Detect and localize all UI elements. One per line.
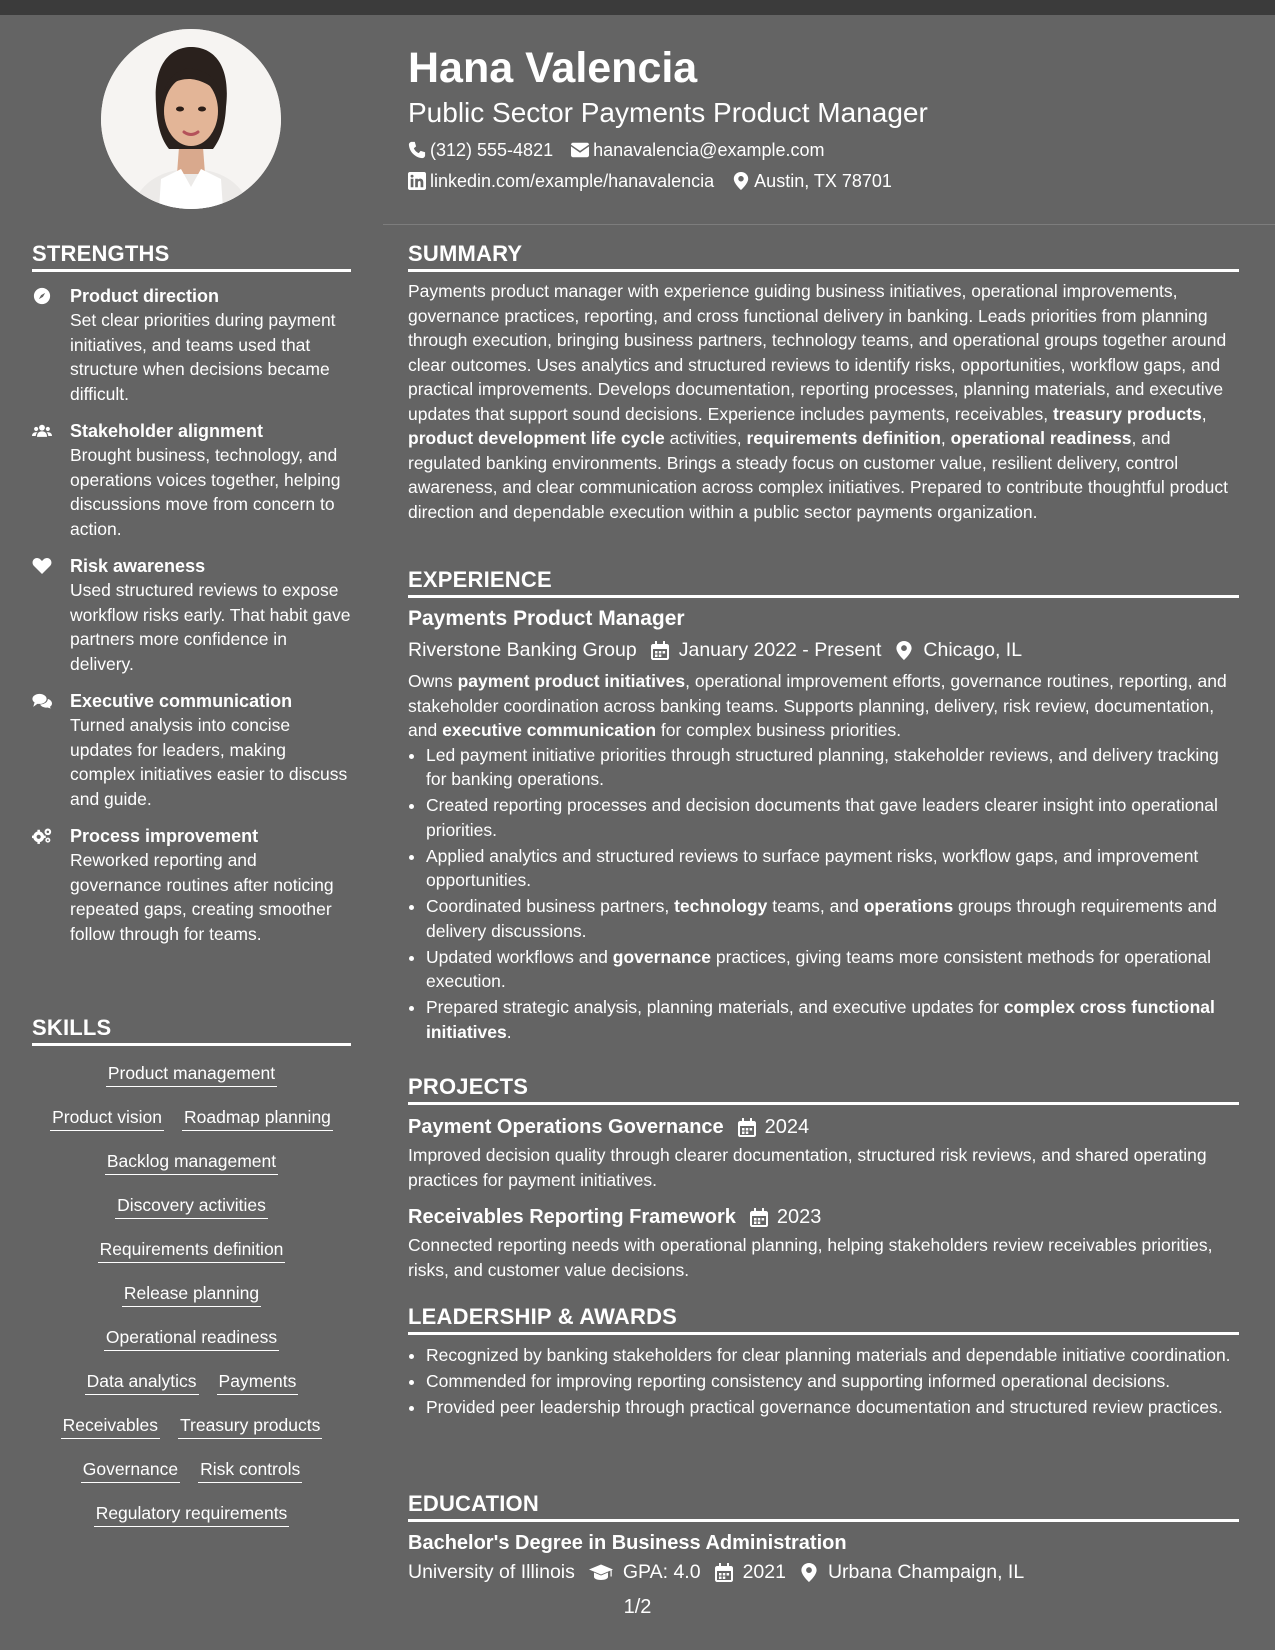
summary-text: Payments product manager with experience guiding business initiatives, operational improvements, governance practices, reporting, and cross functional delivery in banking. Leads priorities from planning through execution, bringing business partners, technology teams, and operational groups together around clear outcomes. Uses analytics and structured reviews to identify risks, opportunities, workflow gaps, and practical improvements. Develops documentation, reporting processes, planning materials, and executive updates that support sound decisions. Experience includes payments, receivables, treasury products, product development life cycle activities, requirements definition, operational readiness, and regulated banking environments. Brings a steady focus on customer value, resilient delivery, control awareness, and clear communication across complex initiatives. Prepared to contribute thoughtful product direction and dependable execution within a public sector payments organization. [408, 281, 1229, 522]
skill-tag: Data analytics [85, 1370, 199, 1395]
skill-tag: Treasury products [178, 1414, 322, 1439]
list-item: • Led payment initiative priorities through structured planning, stakeholder reviews, and delivery tracking for banking operations. [426, 743, 1239, 792]
phone-contact[interactable] [408, 139, 553, 161]
skill-tag: Receivables [61, 1414, 160, 1439]
skill-row [32, 1106, 351, 1131]
email-text: hanavalencia@example.com [593, 140, 825, 160]
users-icon [32, 419, 56, 541]
compass-icon [32, 284, 56, 406]
email-contact[interactable] [571, 139, 824, 161]
graduation-cap-icon [589, 1563, 613, 1582]
linkedin-contact[interactable] [408, 170, 714, 192]
leadership-section [408, 1304, 1239, 1421]
list-item: • Applied analytics and structured reviews to surface payment risks, workflow gaps, and improvement opportunities. [426, 844, 1239, 893]
skill-tag: Backlog management [105, 1150, 278, 1175]
list-item: • Recognized by banking stakeholders for clear planning materials and dependable initiative coordination. [426, 1343, 1239, 1368]
project-year: 2023 [776, 1206, 822, 1228]
phone-text: (312) 555-4821 [430, 140, 554, 160]
strength-title: Stakeholder alignment [70, 421, 264, 441]
list-item: • Updated workflows and governance practices, giving teams more consistent methods for operational execution. [426, 945, 1239, 994]
job-title: Payments Product Manager [408, 607, 685, 630]
skill-row [32, 1458, 351, 1483]
skill-row [32, 1150, 351, 1175]
skill-tag: Discovery activities [115, 1194, 268, 1219]
strength-item [32, 689, 351, 811]
project-desc: Connected reporting needs with operational planning, helping stakeholders review receivables priorities, risks, and customer value decisions. [408, 1235, 1213, 1280]
header-divider [383, 224, 1275, 225]
skill-row [32, 1194, 351, 1219]
map-pin-icon [732, 172, 750, 190]
project-desc: Improved decision quality through clearer documentation, structured risk reviews, and shared operating practices for payment initiatives. [408, 1145, 1207, 1190]
location-text: Austin, TX 78701 [754, 171, 892, 191]
list-item: • Prepared strategic analysis, planning materials, and executive updates for complex cross functional initiatives. [426, 995, 1239, 1044]
projects-heading: PROJECTS [408, 1074, 1239, 1105]
page-number: 1/2 [623, 1596, 652, 1618]
candidate-title: Public Sector Payments Product Manager [408, 97, 928, 128]
heart-icon [32, 554, 56, 676]
leadership-heading: LEADERSHIP & AWARDS [408, 1304, 1239, 1335]
job-dates: January 2022 - Present [651, 637, 882, 663]
project-header [408, 1114, 1239, 1140]
top-bar [0, 0, 1275, 15]
summary-section [408, 241, 1239, 524]
list-item: • Provided peer leadership through practical governance documentation and structured review practices. [426, 1395, 1239, 1420]
contact-row-2 [408, 170, 1238, 192]
job-meta [408, 637, 1239, 663]
skill-row [32, 1502, 351, 1527]
list-item: • Coordinated business partners, technology teams, and operations groups through requirements and delivery discussions. [426, 894, 1239, 943]
strengths-heading: STRENGTHS [32, 241, 351, 272]
linkedin-icon [408, 172, 426, 190]
projects-section [408, 1074, 1239, 1282]
profile-photo [101, 29, 281, 209]
job-bullets [408, 743, 1239, 1045]
strength-item [32, 419, 351, 541]
skill-tag: Operational readiness [104, 1326, 279, 1351]
candidate-name: Hana Valencia [408, 44, 698, 92]
education-meta [408, 1559, 1239, 1585]
phone-icon [408, 141, 426, 159]
skill-tag: Regulatory requirements [94, 1502, 290, 1527]
job-intro: Owns payment product initiatives, operational improvement efforts, governance routines, reporting, and stakeholder coordination across banking teams. Supports planning, delivery, risk review, documentation, and executive communication for complex business priorities. [408, 671, 1227, 740]
skill-row [32, 1282, 351, 1307]
list-item: • Created reporting processes and decision documents that gave leaders clearer insight into operational priorities. [426, 793, 1239, 842]
skills-heading: SKILLS [32, 1015, 351, 1046]
strength-title: Executive communication [70, 691, 293, 711]
strength-desc: Set clear priorities during payment initiatives, and teams used that structure when decisions became difficult. [70, 310, 336, 404]
linkedin-text: linkedin.com/example/hanavalencia [430, 171, 715, 191]
company-name: Riverstone Banking Group [408, 639, 637, 661]
skill-tag: Risk controls [198, 1458, 302, 1483]
strength-title: Risk awareness [70, 556, 206, 576]
graduation-year: 2021 [715, 1559, 786, 1585]
comments-icon [32, 689, 56, 811]
experience-section [408, 567, 1239, 1046]
resume-header [408, 42, 1238, 192]
calendar-icon [750, 1208, 768, 1227]
map-pin-icon [895, 641, 913, 660]
leadership-list [408, 1343, 1239, 1420]
project-header [408, 1204, 1239, 1230]
location-contact [732, 170, 892, 192]
summary-heading: SUMMARY [408, 241, 1239, 272]
strength-desc: Reworked reporting and governance routines after noticing repeated gaps, creating smoother follow through for teams. [70, 850, 334, 944]
calendar-icon [651, 641, 669, 660]
school-location: Urbana Champaign, IL [800, 1559, 1024, 1585]
project-title: Receivables Reporting Framework [408, 1206, 736, 1228]
skill-row [32, 1370, 351, 1395]
project-title: Payment Operations Governance [408, 1116, 724, 1138]
gears-icon [32, 824, 56, 946]
strength-title: Product direction [70, 286, 220, 306]
skill-row [32, 1062, 351, 1087]
skill-tag: Release planning [122, 1282, 261, 1307]
strength-desc: Brought business, technology, and operations voices together, helping discussions move from concern to action. [70, 445, 341, 539]
calendar-icon [738, 1118, 756, 1137]
strength-item [32, 824, 351, 946]
job-location: Chicago, IL [895, 637, 1022, 663]
strength-desc: Turned analysis into concise updates for leaders, making complex initiatives easier to discuss and guide. [70, 715, 348, 809]
skill-tag: Requirements definition [98, 1238, 286, 1263]
strengths-section [32, 241, 351, 946]
skill-row [32, 1326, 351, 1351]
skill-tag: Governance [81, 1458, 180, 1483]
school-name: University of Illinois [408, 1561, 575, 1583]
degree-title: Bachelor's Degree in Business Administration [408, 1532, 847, 1554]
skill-row [32, 1414, 351, 1439]
list-item: • Commended for improving reporting consistency and supporting informed operational decisions. [426, 1369, 1239, 1394]
calendar-icon [715, 1563, 733, 1582]
skills-section [32, 1015, 351, 1527]
contact-row [408, 139, 1238, 161]
experience-heading: EXPERIENCE [408, 567, 1239, 598]
gpa: GPA: 4.0 [589, 1559, 701, 1585]
project-year: 2024 [764, 1116, 810, 1138]
strength-title: Process improvement [70, 826, 259, 846]
strength-desc: Used structured reviews to expose workflow risks early. That habit gave partners more confidence in delivery. [70, 580, 351, 674]
strength-item [32, 284, 351, 406]
skill-tag: Product vision [50, 1106, 164, 1131]
envelope-icon [571, 141, 589, 159]
education-section [408, 1491, 1239, 1585]
skill-tag: Payments [217, 1370, 299, 1395]
strength-item [32, 554, 351, 676]
skill-tag: Product management [106, 1062, 277, 1087]
skill-row [32, 1238, 351, 1263]
education-heading: EDUCATION [408, 1491, 1239, 1522]
map-pin-icon [800, 1563, 818, 1582]
skill-tag: Roadmap planning [182, 1106, 333, 1131]
